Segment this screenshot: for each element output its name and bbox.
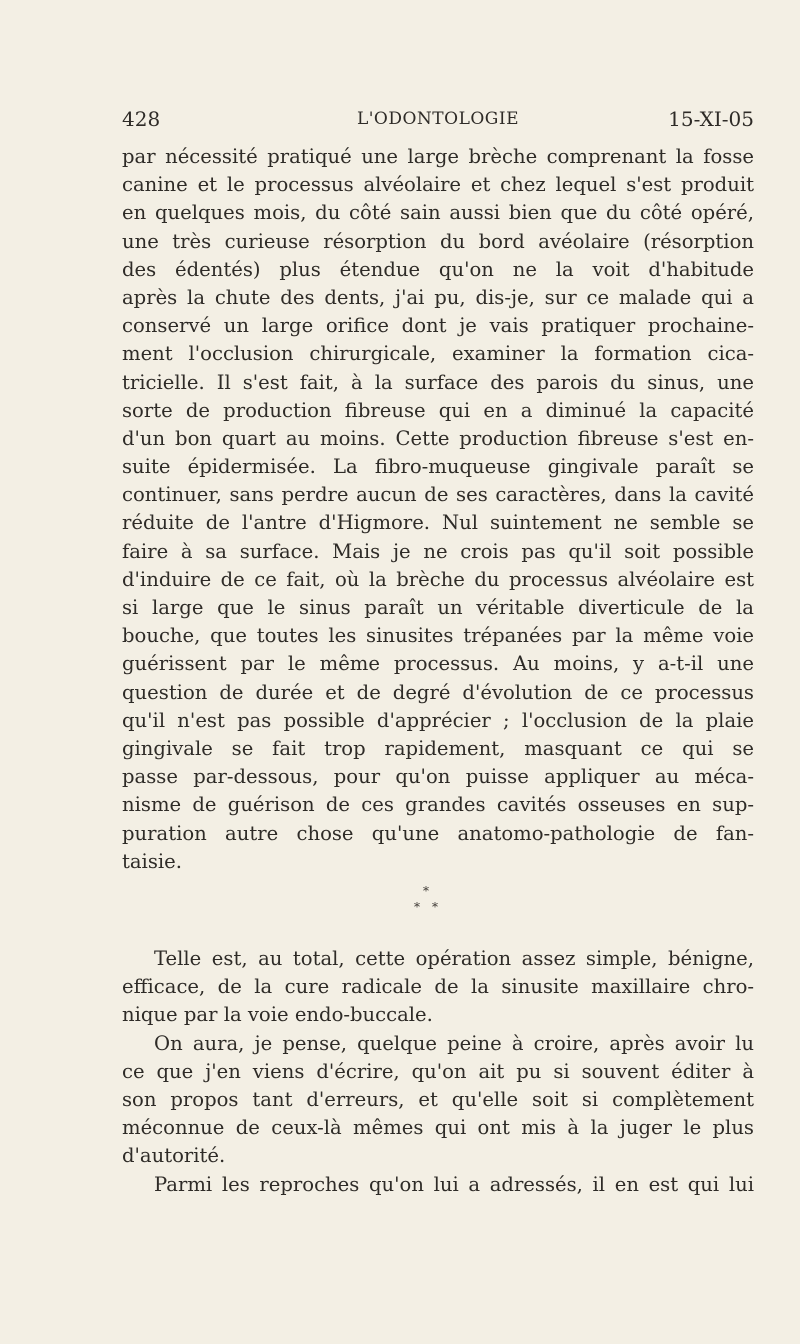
text-line: par nécessité pratiqué une large brèche comprenant la fosse	[122, 145, 754, 168]
paragraph-continued	[122, 143, 754, 876]
text-line: méconnue de ceux-là mêmes qui ont mis à la juger le plus	[122, 1116, 754, 1140]
text-line: qu'il n'est pas possible d'apprécier ; l'occlusion de la plaie	[122, 708, 754, 732]
text-line: Telle est, au total, cette opération assez simple, bénigne,	[154, 947, 754, 970]
text-line: d'autorité.	[122, 1144, 226, 1168]
asterisk-icon: *	[414, 900, 420, 914]
text-line: taisie.	[122, 849, 182, 873]
text-line: après la chute des dents, j'ai pu, dis-je, sur ce malade qui a	[122, 285, 754, 309]
text-line: tricielle. Il s'est fait, à la surface des parois du sinus, une	[122, 370, 754, 394]
page-number: 428	[122, 107, 161, 131]
issue-date: 15-XI-05	[668, 107, 754, 131]
text-line: d'un bon quart au moins. Cette production fibreuse s'est en-	[122, 426, 754, 450]
text-line: puration autre chose qu'une anatomo-pathologie de fan-	[122, 821, 754, 845]
text-line: en quelques mois, du côté sain aussi bien que du côté opéré,	[122, 201, 754, 225]
running-head	[122, 107, 754, 137]
paragraph	[122, 1030, 754, 1171]
paragraph	[122, 1171, 754, 1199]
text-line: ment l'occlusion chirurgicale, examiner la formation cica-	[122, 342, 754, 366]
text-line: faire à sa surface. Mais je ne crois pas qu'il soit possible	[122, 539, 754, 563]
text-line: bouche, que toutes les sinusites trépanées par la même voie	[122, 624, 754, 648]
text-line: ce que j'en viens d'écrire, qu'on ait pu si souvent éditer à	[122, 1059, 754, 1083]
asterisk-icon: *	[423, 884, 429, 898]
text-line: conservé un large orifice dont je vais pratiquer prochaine-	[122, 314, 754, 338]
asterisk-icon: *	[432, 900, 438, 914]
text-line: suite épidermisée. La fibro-muqueuse gingivale paraît se	[122, 455, 754, 479]
text-line: efficace, de la cure radicale de la sinusite maxillaire chro-	[122, 975, 754, 999]
section-asterism	[400, 884, 440, 920]
journal-title: L'ODONTOLOGIE	[356, 109, 520, 129]
text-line: d'induire de ce fait, où la brèche du processus alvéolaire est	[122, 567, 754, 591]
text-line: si large que le sinus paraît un véritable diverticule de la	[122, 596, 754, 619]
text-line: des édentés) plus étendue qu'on ne la voit d'habitude	[122, 257, 754, 281]
text-line: continuer, sans perdre aucun de ses caractères, dans la cavité	[122, 483, 754, 507]
closing-section	[122, 945, 754, 1199]
text-line: guérissent par le même processus. Au moins, y a-t-il une	[122, 652, 754, 676]
text-line: réduite de l'antre d'Higmore. Nul suintement ne semble se	[122, 511, 754, 535]
text-line: On aura, je pense, quelque peine à croire, après avoir lu	[154, 1031, 754, 1055]
text-line: son propos tant d'erreurs, et qu'elle soit si complètement	[122, 1087, 754, 1111]
text-line: gingivale se fait trop rapidement, masquant ce qui se	[122, 736, 754, 760]
text-line: Parmi les reproches qu'on lui a adressés, il en est qui lui	[154, 1172, 754, 1196]
text-line: une très curieuse résorption du bord avéolaire (résorption	[122, 229, 754, 253]
text-line: passe par-dessous, pour qu'on puisse appliquer au méca-	[122, 765, 754, 789]
paragraph	[122, 945, 754, 1030]
text-line: sorte de production fibreuse qui en a diminué la capacité	[122, 398, 754, 422]
text-line: nisme de guérison de ces grandes cavités osseuses en sup-	[122, 793, 754, 817]
text-line: nique par la voie endo-buccale.	[122, 1003, 433, 1027]
text-line: canine et le processus alvéolaire et chez lequel s'est produit	[122, 173, 754, 197]
text-line: question de durée et de degré d'évolution de ce processus	[122, 680, 754, 704]
